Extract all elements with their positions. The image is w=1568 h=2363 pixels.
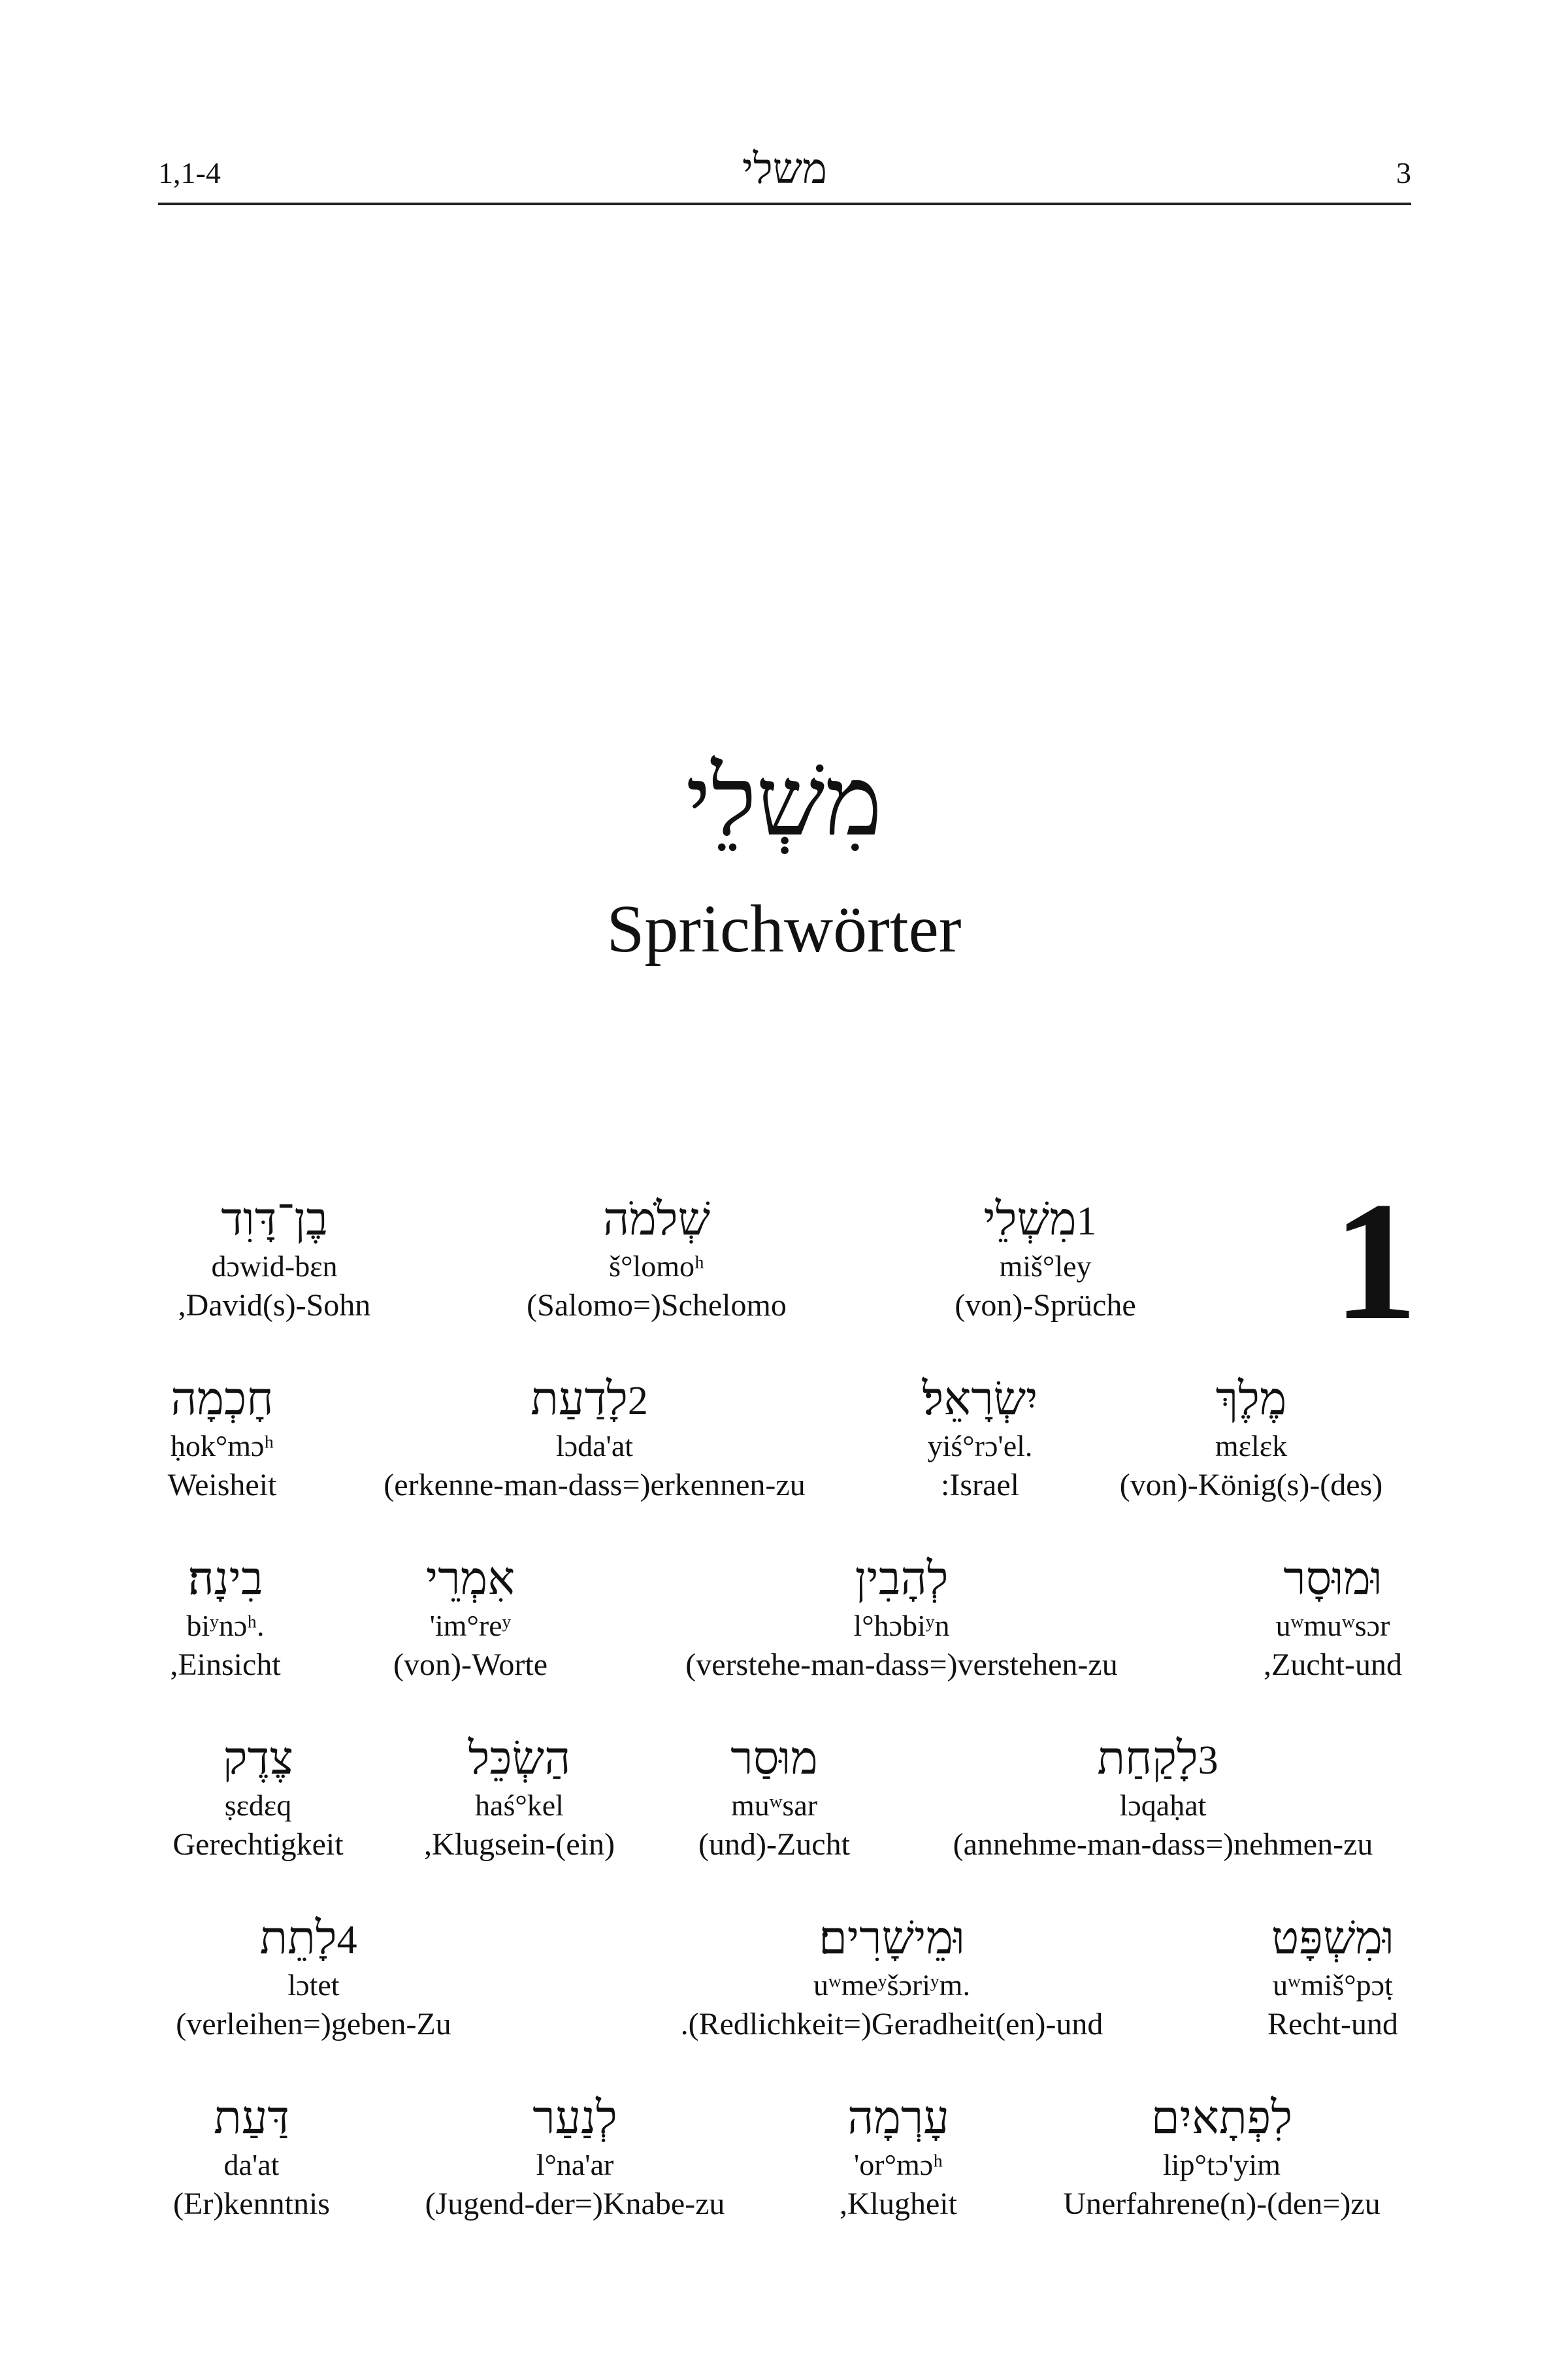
hebrew-word — [0, 1372, 483, 1427]
transliteration: l°hɔbiʸn — [853, 1609, 950, 1642]
transliteration: haś°kel — [475, 1789, 564, 1822]
transliteration: ṣɛdɛq — [224, 1789, 292, 1822]
hebrew-word — [13, 1193, 536, 1248]
transliteration: lɔtet — [287, 1968, 340, 2002]
hebrew-text: בִינָה׃ — [188, 1554, 263, 1604]
hebrew-text: שְׁלֹמֹה — [602, 1195, 711, 1245]
transliteration: lip°tɔ'yim — [1162, 2148, 1281, 2181]
hebrew-text: יִשְׂרָאֵל׃ — [922, 1374, 1038, 1425]
transliteration: miš°ley — [999, 1249, 1092, 1283]
hebrew-text: מוּסַר — [730, 1734, 818, 1784]
transliteration: yiś°rɔ'el. — [927, 1429, 1033, 1462]
interlinear-word — [0, 1552, 487, 1685]
transliteration: uʷmiš°pɔṭ — [1273, 1968, 1393, 2002]
transliteration: š°lomoʰ — [609, 1249, 704, 1283]
german-gloss: (verleihen=)geben-Zu — [176, 2007, 451, 2041]
german-gloss: (von)-Worte — [393, 1647, 548, 1682]
german-gloss: (und)-Zucht — [698, 1827, 850, 1862]
german-gloss: ,Klugsein-(ein) — [424, 1827, 615, 1862]
hebrew-text: דַּעַת — [214, 2093, 289, 2143]
interlinear-word — [0, 1732, 519, 1865]
transliteration: dɔwid-bɛn — [211, 1249, 338, 1283]
book-title-german: Sprichwörter — [606, 891, 962, 967]
transliteration: 'im°reʸ — [429, 1609, 512, 1642]
german-gloss: (Jugend-der=)Knabe-zu — [425, 2187, 725, 2221]
hebrew-text: מִשְׁלֵי — [983, 1195, 1077, 1245]
hebrew-text: לְהָבִין — [855, 1554, 949, 1604]
book-title-hebrew: מִשְׁלֵי — [685, 749, 883, 856]
hebrew-text: עָרְמָה — [847, 2093, 949, 2143]
verse-number: 3 — [1198, 1738, 1218, 1783]
german-gloss: (annehme-man-dass=)nehmen-zu — [953, 1827, 1373, 1862]
german-gloss: (von)-König(s)-(des) — [1119, 1468, 1383, 1502]
german-gloss: (erkenne-man-dass=)erkennen-zu — [384, 1468, 806, 1502]
german-gloss: .(Redlichkeit=)Geradheit(en)-und — [680, 2007, 1103, 2041]
hebrew-text: וּמֵישָׁרִים׃ — [819, 1913, 965, 1964]
verse-number: 4 — [336, 1918, 357, 1962]
transliteration: uʷmuʷsɔr — [1275, 1609, 1390, 1642]
german-gloss: ,Klugheit — [840, 2187, 957, 2221]
hebrew-text: הַשְׂכֵּל — [468, 1734, 571, 1784]
german-gloss: ,Zucht-und — [1264, 1647, 1402, 1682]
transliteration: mɛlɛk — [1215, 1429, 1288, 1462]
hebrew-word — [52, 1911, 575, 1966]
hebrew-text: לָדַעַת — [531, 1374, 628, 1425]
hebrew-text: צֶדֶק — [223, 1734, 293, 1784]
hebrew-text: וּמִשְׁפָּט — [1271, 1913, 1394, 1964]
hebrew-text: וּמוּסָר — [1283, 1554, 1382, 1604]
hebrew-word — [0, 1552, 487, 1607]
german-gloss: (Er)kenntnis — [173, 2187, 330, 2221]
transliteration: da'at — [223, 2148, 280, 2181]
hebrew-text: לָתֵת — [259, 1913, 337, 1964]
german-gloss: (von)-Sprüche — [955, 1288, 1136, 1323]
interlinear-word — [0, 2091, 513, 2224]
hebrew-text: לִפְתָאיִם — [1151, 2093, 1293, 2143]
transliteration: uʷmeʸšɔriʸm. — [813, 1968, 970, 2002]
hebrew-word — [0, 1732, 519, 1787]
interlinear-word — [52, 1911, 575, 2045]
interlinear-word — [630, 1911, 1153, 2045]
hebrew-text: מֶלֶךְ — [1215, 1374, 1287, 1425]
hebrew-text: לְנַעַר — [532, 2093, 617, 2143]
transliteration: muʷsar — [730, 1789, 818, 1822]
hebrew-text: חָכְמָה — [171, 1374, 274, 1425]
page-header — [158, 145, 1411, 205]
hebrew-text: לָקַחַת — [1097, 1734, 1198, 1784]
hebrew-text: בֶן־דָּוִד — [221, 1195, 328, 1245]
german-gloss: Unerfahrene(n)-(den=)zu — [1063, 2187, 1380, 2221]
chapter-number: 1 — [1333, 1167, 1418, 1355]
transliteration: biʸnɔʰ. — [186, 1609, 265, 1642]
running-title: משלי — [742, 146, 827, 192]
hebrew-text: אִמְרֵי — [425, 1554, 515, 1604]
transliteration: ḥok°mɔʰ — [170, 1429, 274, 1462]
transliteration: lɔqaḥat — [1119, 1789, 1207, 1822]
german-gloss: ,Einsicht — [170, 1647, 281, 1682]
german-gloss: (Salomo=)Schelomo — [527, 1288, 787, 1323]
verse-number: 1 — [1076, 1199, 1097, 1244]
german-gloss: Gerechtigkeit — [172, 1827, 344, 1862]
verse-number: 2 — [627, 1379, 648, 1423]
german-gloss: Recht-und — [1267, 2007, 1398, 2041]
page-number: 3 — [1396, 156, 1411, 190]
interlinear-word — [13, 1193, 536, 1326]
verse-range: 1,1-4 — [158, 156, 221, 190]
german-gloss: Weisheit — [167, 1468, 277, 1502]
transliteration: l°na'ar — [536, 2148, 614, 2181]
transliteration: lɔda'at — [555, 1429, 634, 1462]
german-gloss: (verstehe-man-dass=)verstehen-zu — [685, 1647, 1118, 1682]
transliteration: 'or°mɔʰ — [854, 2148, 943, 2181]
german-gloss: :Israel — [941, 1468, 1019, 1502]
hebrew-word — [630, 1911, 1153, 1966]
interlinear-word — [0, 1372, 483, 1506]
german-gloss: ,David(s)-Sohn — [178, 1288, 371, 1323]
hebrew-word — [0, 2091, 513, 2146]
